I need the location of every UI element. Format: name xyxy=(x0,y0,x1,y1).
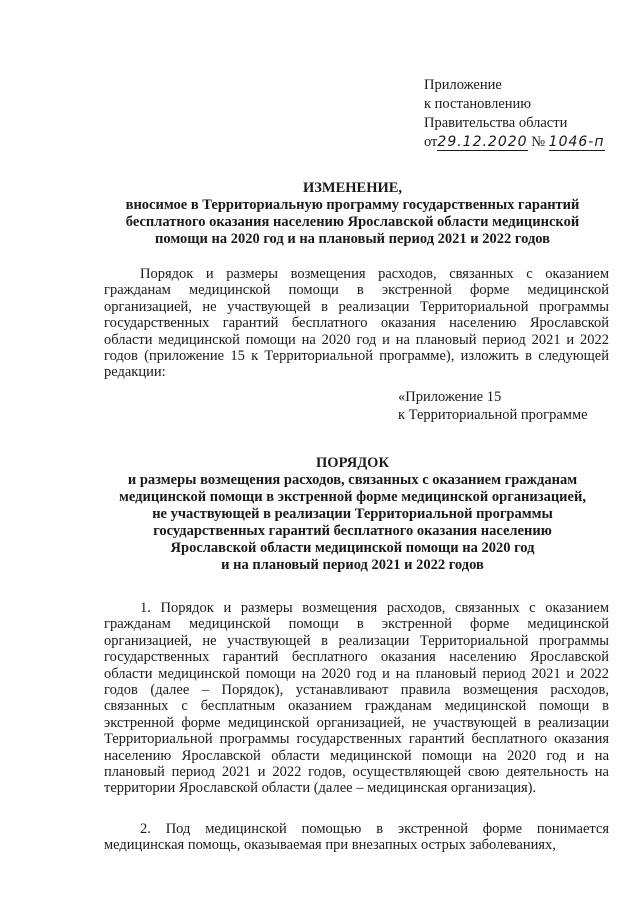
approval-line-3: Правительства области xyxy=(424,115,568,131)
order-title xyxy=(100,472,605,574)
number-prefix: № xyxy=(531,134,546,150)
number-value: 1046-п xyxy=(548,134,605,150)
approval-line-2: к постановлению xyxy=(424,96,532,112)
change-heading: ИЗМЕНЕНИЕ, xyxy=(302,180,403,196)
date-prefix: от xyxy=(424,134,438,150)
order-paragraph-2: 2. Под медицинской помощью в экстренной форме понимается медицинская помощь, оказываемая при внезапных острых заболеваниях, xyxy=(104,821,609,854)
order-title-line: медицинской помощи в экстренной форме медицинской организацией, xyxy=(119,489,586,505)
order-title-line: и размеры возмещения расходов, связанных с оказанием гражданам xyxy=(127,472,578,488)
order-title-line: государственных гарантий бесплатного оказания населению xyxy=(153,523,552,539)
appendix-line-1: «Приложение 15 xyxy=(398,389,502,405)
change-title-line: помощи на 2020 год и на плановый период 2021 и 2022 годов xyxy=(154,231,551,247)
approval-date-line xyxy=(424,133,605,152)
approval-line-1: Приложение xyxy=(424,77,502,93)
order-title-line: не участвующей в реализации Территориальной программы xyxy=(152,506,553,522)
order-paragraph-1: 1. Порядок и размеры возмещения расходов, связанных с оказанием гражданам медицинской помощи в экстренной форме медицинской организацией, не участвующей в реализации Территориальной программы государственных гарантий бесплатного оказания населению Ярославской области медицинской помощи на 2020 год и на плановый период 2021 и 2022 годов (далее – Порядок), устанавливают правила возмещения расходов, связанных с бесплатным оказанием гражданам медицинской помощи в экстренной форме медицинской организацией, не участвующей в реализации Территориальной программы государственных гарантий бесплатного оказания населению Ярославской области медицинской помощи на 2020 год и на плановый период 2021 и 2022 годов, осуществляющей свою деятельность на территории Ярославской области (далее – медицинская организация). xyxy=(104,600,609,797)
change-title-line: вносимое в Территориальную программу государственных гарантий xyxy=(125,197,580,213)
approval-block xyxy=(424,76,605,152)
order-title-line: Ярославской области медицинской помощи на 2020 год xyxy=(170,540,535,556)
change-intro-paragraph: Порядок и размеры возмещения расходов, связанных с оказанием гражданам медицинской помощи в экстренной форме медицинской организацией, не участвующей в реализации Территориальной программы государственных гарантий бесплатного оказания населению Ярославской области медицинской помощи на 2020 год и на плановый период 2021 и 2022 годов (приложение 15 к Территориальной программе), изложить в следующей редакции: xyxy=(104,266,609,381)
appendix-line-2: к Территориальной программе xyxy=(398,407,588,423)
change-title xyxy=(100,197,605,248)
change-title-line: бесплатного оказания населению Ярославской области медицинской xyxy=(125,214,580,230)
date-value: 29.12.2020 xyxy=(437,134,528,150)
appendix-reference xyxy=(398,388,588,424)
order-heading: ПОРЯДОК xyxy=(316,455,389,471)
order-title-line: и на плановый период 2021 и 2022 годов xyxy=(221,557,484,573)
